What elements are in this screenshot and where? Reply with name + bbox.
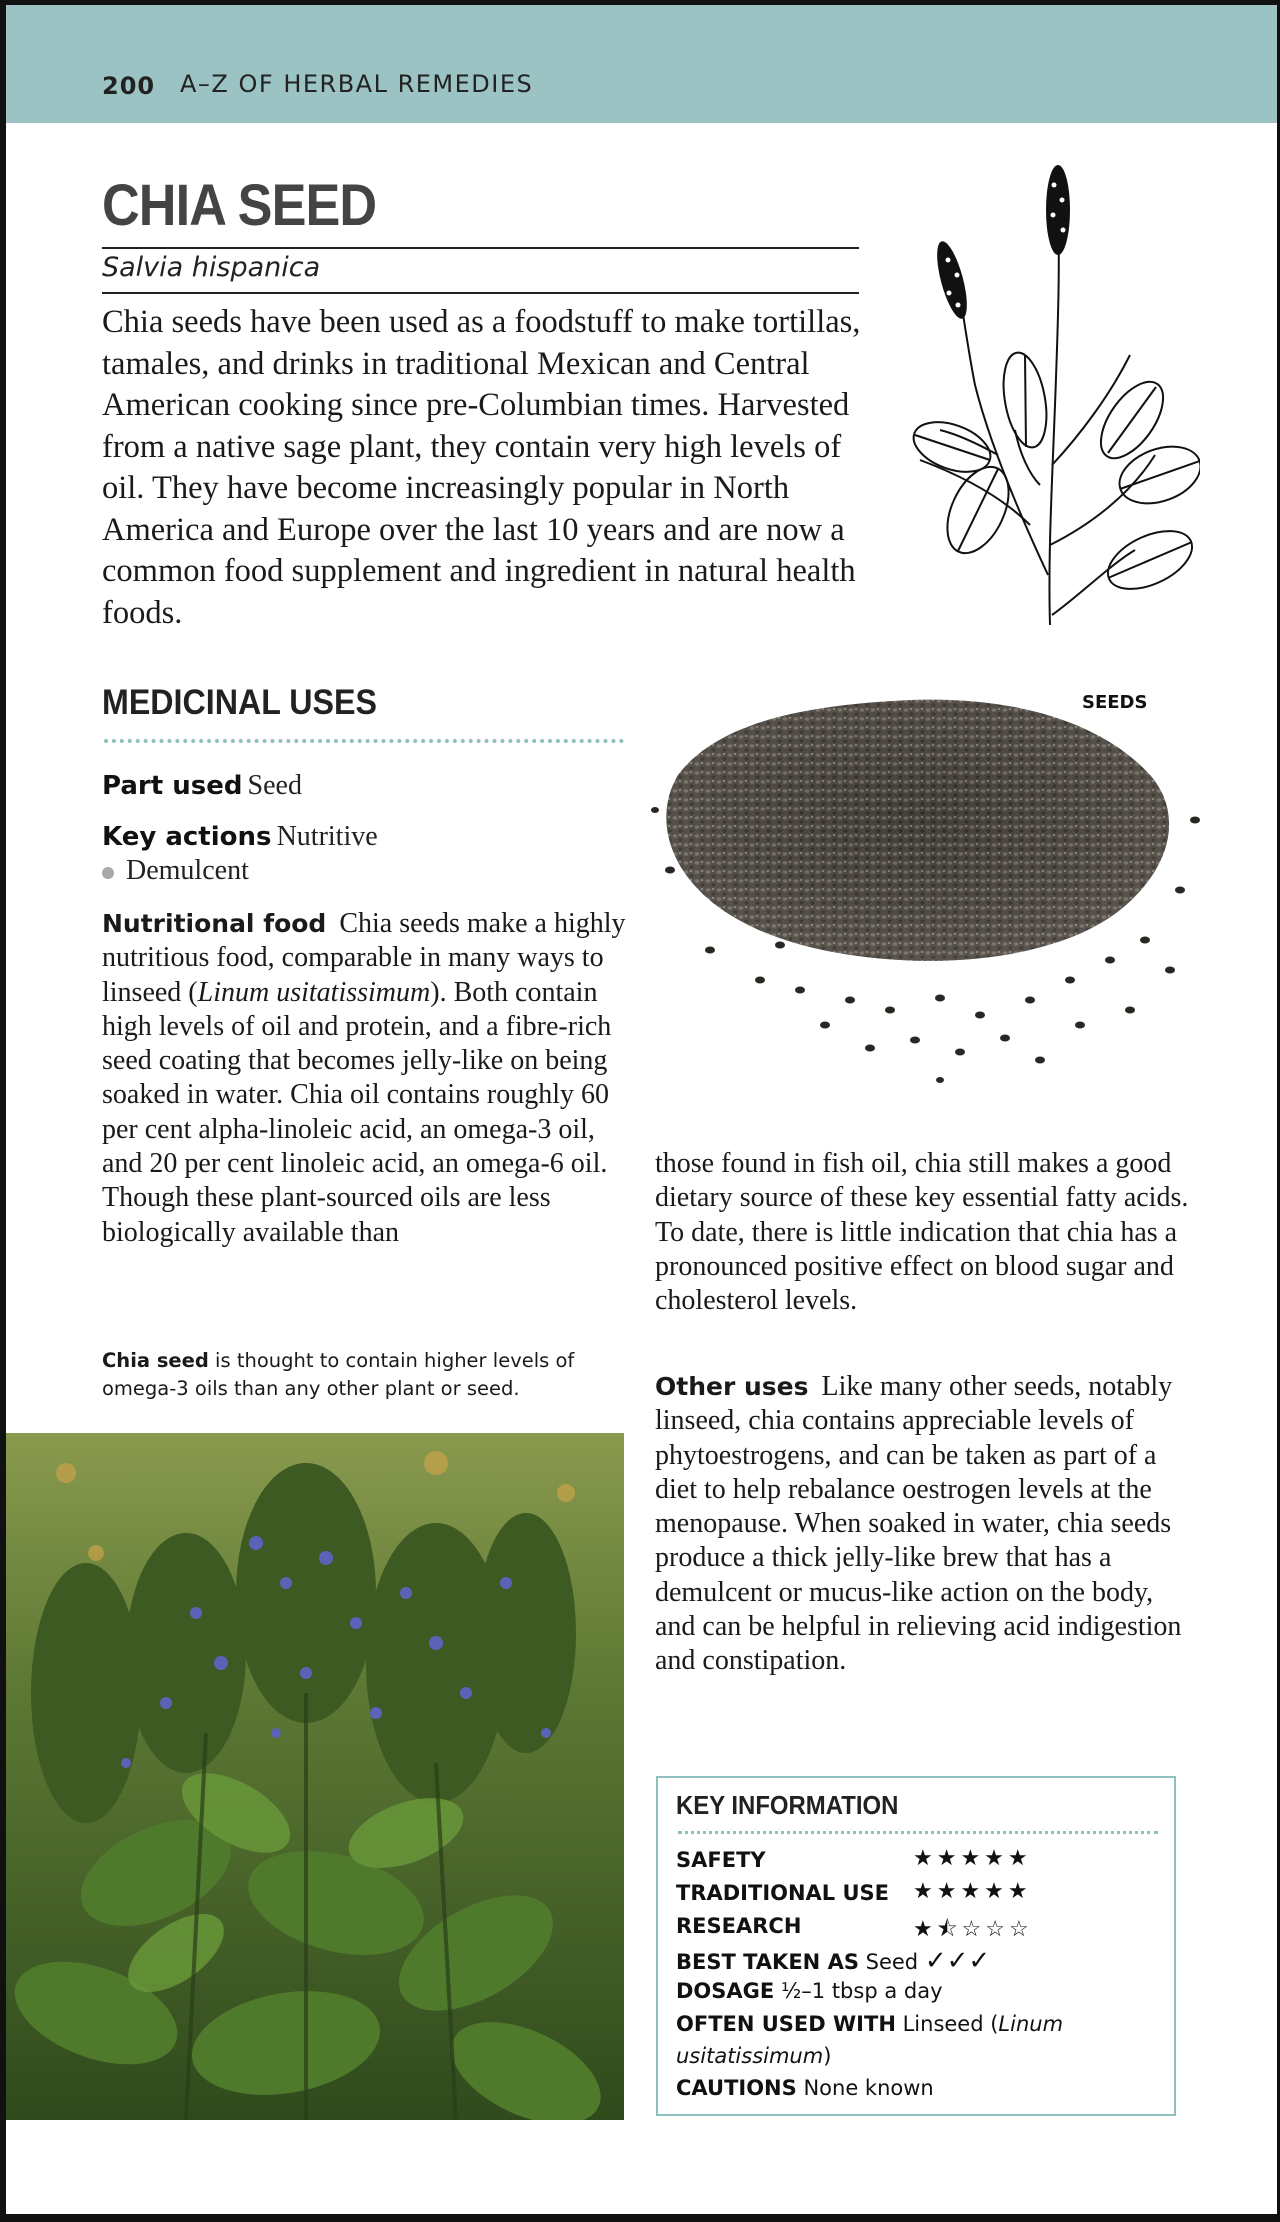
safety-label: SAFETY: [676, 1848, 766, 1872]
page-number: 200: [102, 72, 156, 100]
heading-dotted-rule: [104, 739, 624, 743]
plant-illustration: [880, 155, 1200, 630]
safety-row: [676, 1848, 766, 1872]
title-rule: [102, 247, 859, 249]
other-uses-lead: Other uses: [655, 1372, 809, 1401]
traditional-use-row: [676, 1881, 889, 1905]
key-info-dotted-rule: [678, 1831, 1158, 1834]
dosage-row: [676, 1979, 943, 2003]
nutritional-food-continued: those found in fish oil, chia still makes a good dietary source of these key essential fatty acids. To date, there is little indication that chia has a pronounced positive effect on blood sugar and cholesterol levels.: [655, 1148, 1189, 1317]
best-taken-value: Seed: [865, 1950, 919, 1974]
best-taken-label: BEST TAKEN AS: [676, 1950, 859, 1974]
herb-latin-name: Salvia hispanica: [102, 252, 321, 283]
nutritional-text-1: Chia seeds make a highly nutritious food, comparable in many ways to linseed (: [102, 908, 626, 1008]
often-used-with-row: [676, 2008, 1156, 2072]
nutritional-food-paragraph: [102, 907, 637, 1250]
often-used-latin: Linum usitatissimum: [676, 2012, 1064, 2068]
often-used-value: Linseed (: [902, 2012, 999, 2036]
section-title: A–Z OF HERBAL REMEDIES: [180, 70, 534, 98]
herb-title: CHIA SEED: [102, 173, 377, 238]
caption-text: is thought to contain higher levels of omega-3 oils than any other plant or seed.: [102, 1349, 575, 1400]
cautions-label: CAUTIONS: [676, 2076, 797, 2100]
other-uses-text: Like many other seeds, notably linseed, chia contains appreciable levels of phytoestrogens, and can be taken as part of a diet to help rebalance oestrogen levels at the menopause. When soaked in water, chia seeds produce a thick jelly-like brew that has a demulcent or mucus-like action on the body, and can be helpful in relieving acid indigestion and constipation.: [655, 1371, 1182, 1677]
safety-stars: ★★★★★: [913, 1846, 1032, 1871]
part-used-value: Seed: [247, 770, 302, 801]
medicinal-uses-heading: MEDICINAL USES: [102, 683, 377, 722]
cautions-value: None known: [803, 2076, 934, 2100]
herb-intro: Chia seeds have been used as a foodstuff to make tortillas, tamales, and drinks in traditional Mexican and Central American cooking since pre-Columbian times. Harvested from a native sage plant, they contain very high levels of oil. They have become increasingly popular in North America and Europe over the last 10 years and are now a common food supplement and ingredient in natural health foods.: [102, 304, 861, 631]
research-row: [676, 1914, 801, 1938]
key-information-title: KEY INFORMATION: [676, 1790, 899, 1820]
dosage-value: ½–1 tbsp a day: [780, 1979, 943, 2003]
key-information-box: [656, 1776, 1176, 2116]
research-stars: ★⯪☆☆☆: [913, 1917, 1033, 1942]
research-label: RESEARCH: [676, 1914, 802, 1938]
seeds-photo: [650, 680, 1210, 1120]
nutritional-latin: Linum usitatissimum: [197, 976, 431, 1008]
part-used-label: Part used: [102, 771, 243, 801]
traditional-use-label: TRADITIONAL USE: [676, 1881, 890, 1905]
key-actions: [102, 821, 378, 853]
latin-rule: [102, 292, 859, 294]
caption-bold: Chia seed: [102, 1349, 209, 1372]
key-actions-label: Key actions: [102, 822, 272, 852]
key-action-item: Demulcent: [126, 855, 249, 886]
bullet-icon: [102, 867, 114, 879]
chia-plant-photo: [6, 1433, 624, 2120]
often-used-close: ): [823, 2044, 832, 2068]
check-marks-icon: ✓✓✓: [924, 1946, 991, 1976]
key-action-item: Nutritive: [276, 821, 378, 852]
key-action-row: [102, 855, 249, 887]
dosage-label: DOSAGE: [676, 1979, 775, 2003]
seeds-label: SEEDS: [1082, 692, 1148, 713]
nutritional-food-lead: Nutritional food: [102, 909, 327, 938]
traditional-use-stars: ★★★★★: [913, 1879, 1032, 1904]
part-used: [102, 770, 302, 802]
header-band: [0, 0, 1280, 123]
nutritional-text-2: ). Both contain high levels of oil and protein, and a fibre-rich seed coating that becomes jelly-like on being soaked in water. Chia oil contains roughly 60 per cent alpha-linoleic acid, an omega-3 oil, and 20 per cent linoleic acid, an omega-6 oil. Though these plant-sourced oils are less biologically available than: [102, 976, 612, 1248]
other-uses-paragraph: [655, 1370, 1195, 1679]
cautions-row: [676, 2076, 934, 2100]
often-used-label: OFTEN USED WITH: [676, 2012, 896, 2036]
best-taken-row: [676, 1946, 990, 1976]
photo-caption: [102, 1347, 642, 1403]
